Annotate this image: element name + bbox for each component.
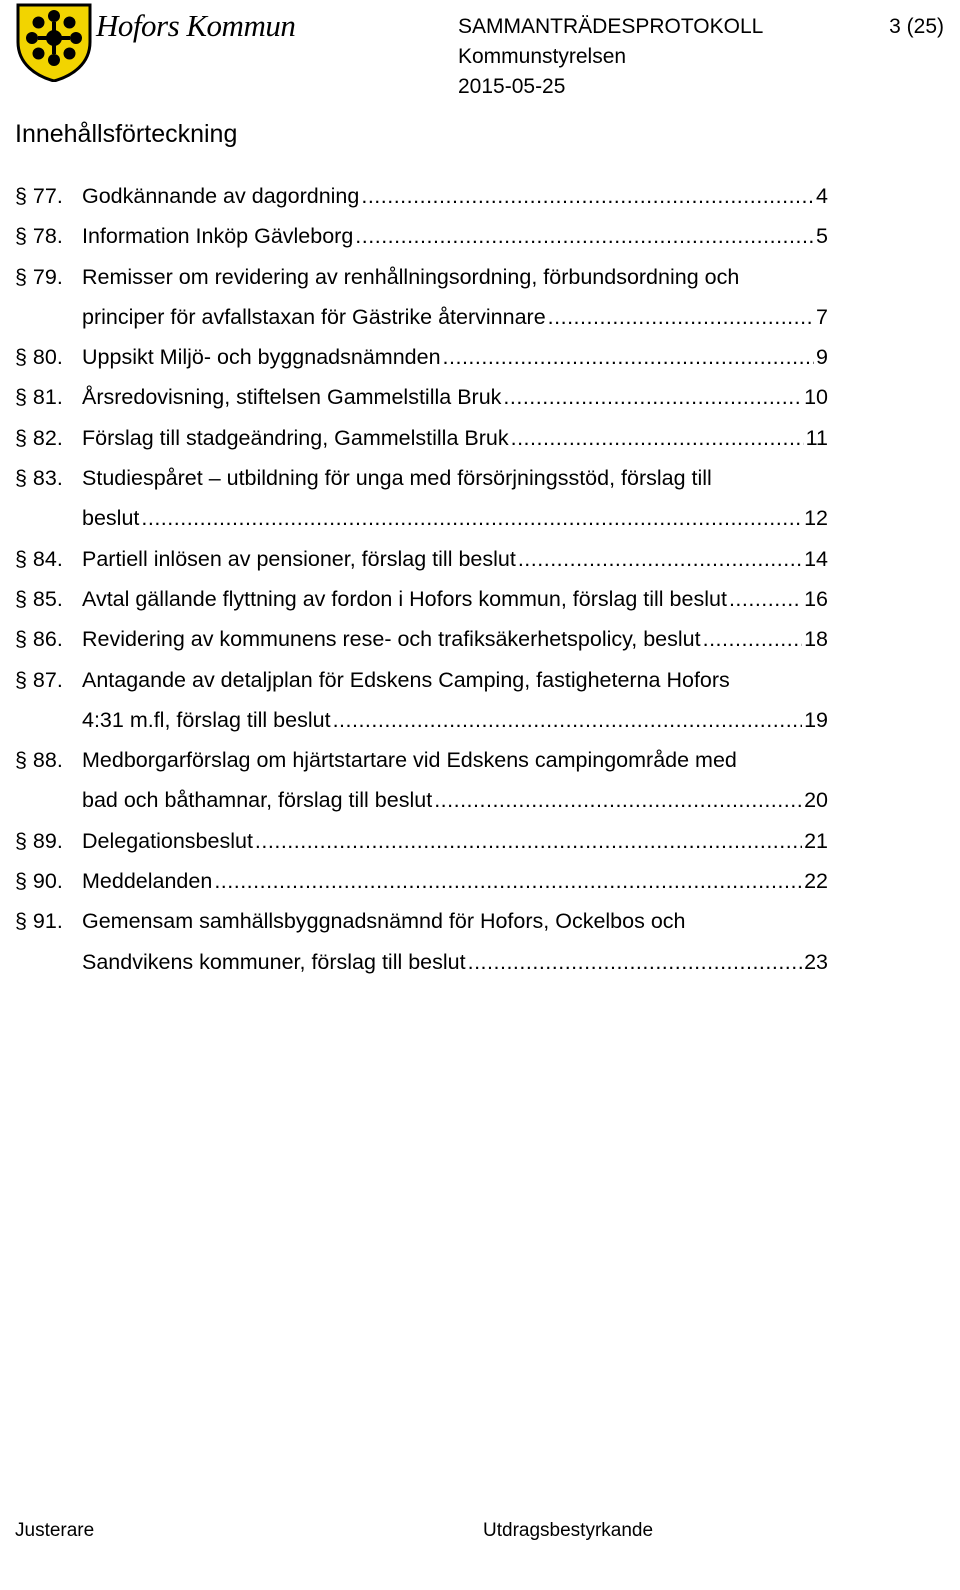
- brand-name: Hofors Kommun: [96, 8, 296, 43]
- toc-section-number: § 82.: [15, 425, 63, 450]
- toc-section-number: § 87.: [15, 667, 63, 692]
- table-of-contents: [15, 176, 828, 982]
- toc-entry[interactable]: [15, 660, 828, 741]
- toc-entry[interactable]: [15, 216, 828, 256]
- coat-of-arms-logo: [14, 2, 94, 82]
- toc-entry[interactable]: [15, 740, 828, 821]
- toc-section-number: [15, 780, 82, 820]
- toc-page-number: 14: [804, 546, 828, 571]
- toc-title: Innehållsförteckning: [15, 120, 238, 148]
- toc-section-number: [15, 700, 82, 740]
- toc-page-number: 22: [804, 869, 828, 894]
- toc-dot-leader: [701, 619, 802, 659]
- footer-justerare: Justerare: [15, 1520, 95, 1541]
- toc-section-number: § 91.: [15, 909, 63, 934]
- toc-section-number: § 89.: [15, 828, 63, 853]
- toc-entry-title: bad och båthamnar, förslag till beslut: [82, 788, 433, 813]
- toc-section-number: § 78.: [15, 224, 63, 249]
- toc-entry-title: 4:31 m.fl, förslag till beslut: [82, 707, 331, 732]
- toc-dot-leader: [253, 821, 802, 861]
- toc-entry[interactable]: [15, 619, 828, 659]
- toc-section-number: [15, 498, 82, 538]
- footer-utdragsbestyrkande: Utdragsbestyrkande: [483, 1520, 654, 1541]
- toc-page-number: 16: [804, 586, 828, 611]
- toc-entry-title: Förslag till stadgeändring, Gammelstilla Bruk: [82, 425, 509, 450]
- toc-dot-leader: [509, 418, 804, 458]
- toc-entry-title: Årsredovisning, stiftelsen Gammelstilla Bruk: [82, 385, 502, 410]
- toc-dot-leader: [359, 176, 814, 216]
- toc-page-number: 12: [804, 506, 828, 531]
- toc-dot-leader: [727, 579, 802, 619]
- toc-entry[interactable]: [15, 337, 828, 377]
- toc-entry-title: Partiell inlösen av pensioner, förslag till beslut: [82, 546, 516, 571]
- committee-name: Kommunstyrelsen: [458, 45, 627, 68]
- toc-section-number: § 79.: [15, 264, 63, 289]
- toc-section-number: § 90.: [15, 869, 63, 894]
- toc-entry[interactable]: [15, 458, 828, 539]
- toc-page-number: 21: [804, 828, 828, 853]
- toc-entry-title: Meddelanden: [82, 869, 213, 894]
- toc-entry-title: Sandvikens kommuner, förslag till beslut: [82, 949, 466, 974]
- toc-page-number: 4: [816, 184, 828, 208]
- toc-entry-title: principer för avfallstaxan för Gästrike återvinnare: [82, 304, 546, 329]
- toc-entry-title: Uppsikt Miljö- och byggnadsnämnden: [82, 345, 441, 370]
- toc-section-number: § 84.: [15, 546, 63, 571]
- document-type: SAMMANTRÄDESPROTOKOLL: [458, 15, 764, 38]
- toc-entry-title: beslut: [82, 506, 140, 531]
- page-number: 3 (25): [889, 15, 944, 38]
- toc-section-number: § 77.: [15, 184, 63, 208]
- toc-dot-leader: [212, 861, 802, 901]
- toc-entry-title: Avtal gällande flyttning av fordon i Hofors kommun, förslag till beslut: [82, 586, 727, 611]
- toc-section-number: § 88.: [15, 748, 63, 773]
- toc-page-number: 10: [804, 385, 828, 410]
- toc-dot-leader: [432, 780, 802, 820]
- toc-dot-leader: [353, 216, 814, 256]
- toc-entry[interactable]: [15, 377, 828, 417]
- toc-entry-title: Information Inköp Gävleborg: [82, 224, 354, 249]
- toc-page-number: 23: [804, 949, 828, 974]
- toc-dot-leader: [516, 539, 802, 579]
- toc-entry[interactable]: [15, 901, 828, 982]
- toc-entry-title: Antagande av detaljplan för Edskens Camping, fastigheterna Hofors: [82, 667, 730, 692]
- toc-page-number: 11: [805, 425, 828, 450]
- toc-section-number: [15, 297, 82, 337]
- toc-entry[interactable]: [15, 176, 828, 216]
- toc-entry-title: Delegationsbeslut: [82, 828, 253, 853]
- toc-page-number: 20: [804, 788, 828, 813]
- toc-entry-title: Revidering av kommunens rese- och trafiksäkerhetspolicy, beslut: [82, 627, 701, 652]
- toc-entry-title: Studiespåret – utbildning för unga med försörjningsstöd, förslag till: [82, 466, 712, 491]
- toc-entry-title: Medborgarförslag om hjärtstartare vid Edskens campingområde med: [82, 748, 737, 773]
- toc-dot-leader: [139, 498, 802, 538]
- toc-entry[interactable]: [15, 257, 828, 338]
- toc-entry[interactable]: [15, 579, 828, 619]
- toc-entry[interactable]: [15, 821, 828, 861]
- toc-page-number: 18: [804, 627, 828, 652]
- toc-section-number: § 83.: [15, 466, 63, 491]
- toc-page-number: 5: [816, 224, 828, 249]
- toc-dot-leader: [331, 700, 803, 740]
- toc-section-number: [15, 942, 82, 982]
- toc-section-number: § 85.: [15, 586, 63, 611]
- toc-entry-title: Godkännande av dagordning: [82, 184, 360, 208]
- toc-section-number: § 86.: [15, 627, 63, 652]
- toc-section-number: § 80.: [15, 345, 63, 370]
- toc-dot-leader: [546, 297, 814, 337]
- toc-entry-title: Gemensam samhällsbyggnadsnämnd för Hofors, Ockelbos och: [82, 909, 686, 934]
- toc-page-number: 9: [816, 345, 828, 370]
- toc-entry[interactable]: [15, 861, 828, 901]
- toc-entry[interactable]: [15, 539, 828, 579]
- toc-page-number: 19: [804, 707, 828, 732]
- toc-page-number: 7: [816, 304, 828, 329]
- toc-dot-leader: [501, 377, 802, 417]
- toc-section-number: § 81.: [15, 385, 63, 410]
- toc-entry-title: Remisser om revidering av renhållningsordning, förbundsordning och: [82, 264, 740, 289]
- toc-entry[interactable]: [15, 418, 828, 458]
- toc-dot-leader: [466, 942, 802, 982]
- toc-dot-leader: [441, 337, 815, 377]
- meeting-date: 2015-05-25: [458, 75, 566, 98]
